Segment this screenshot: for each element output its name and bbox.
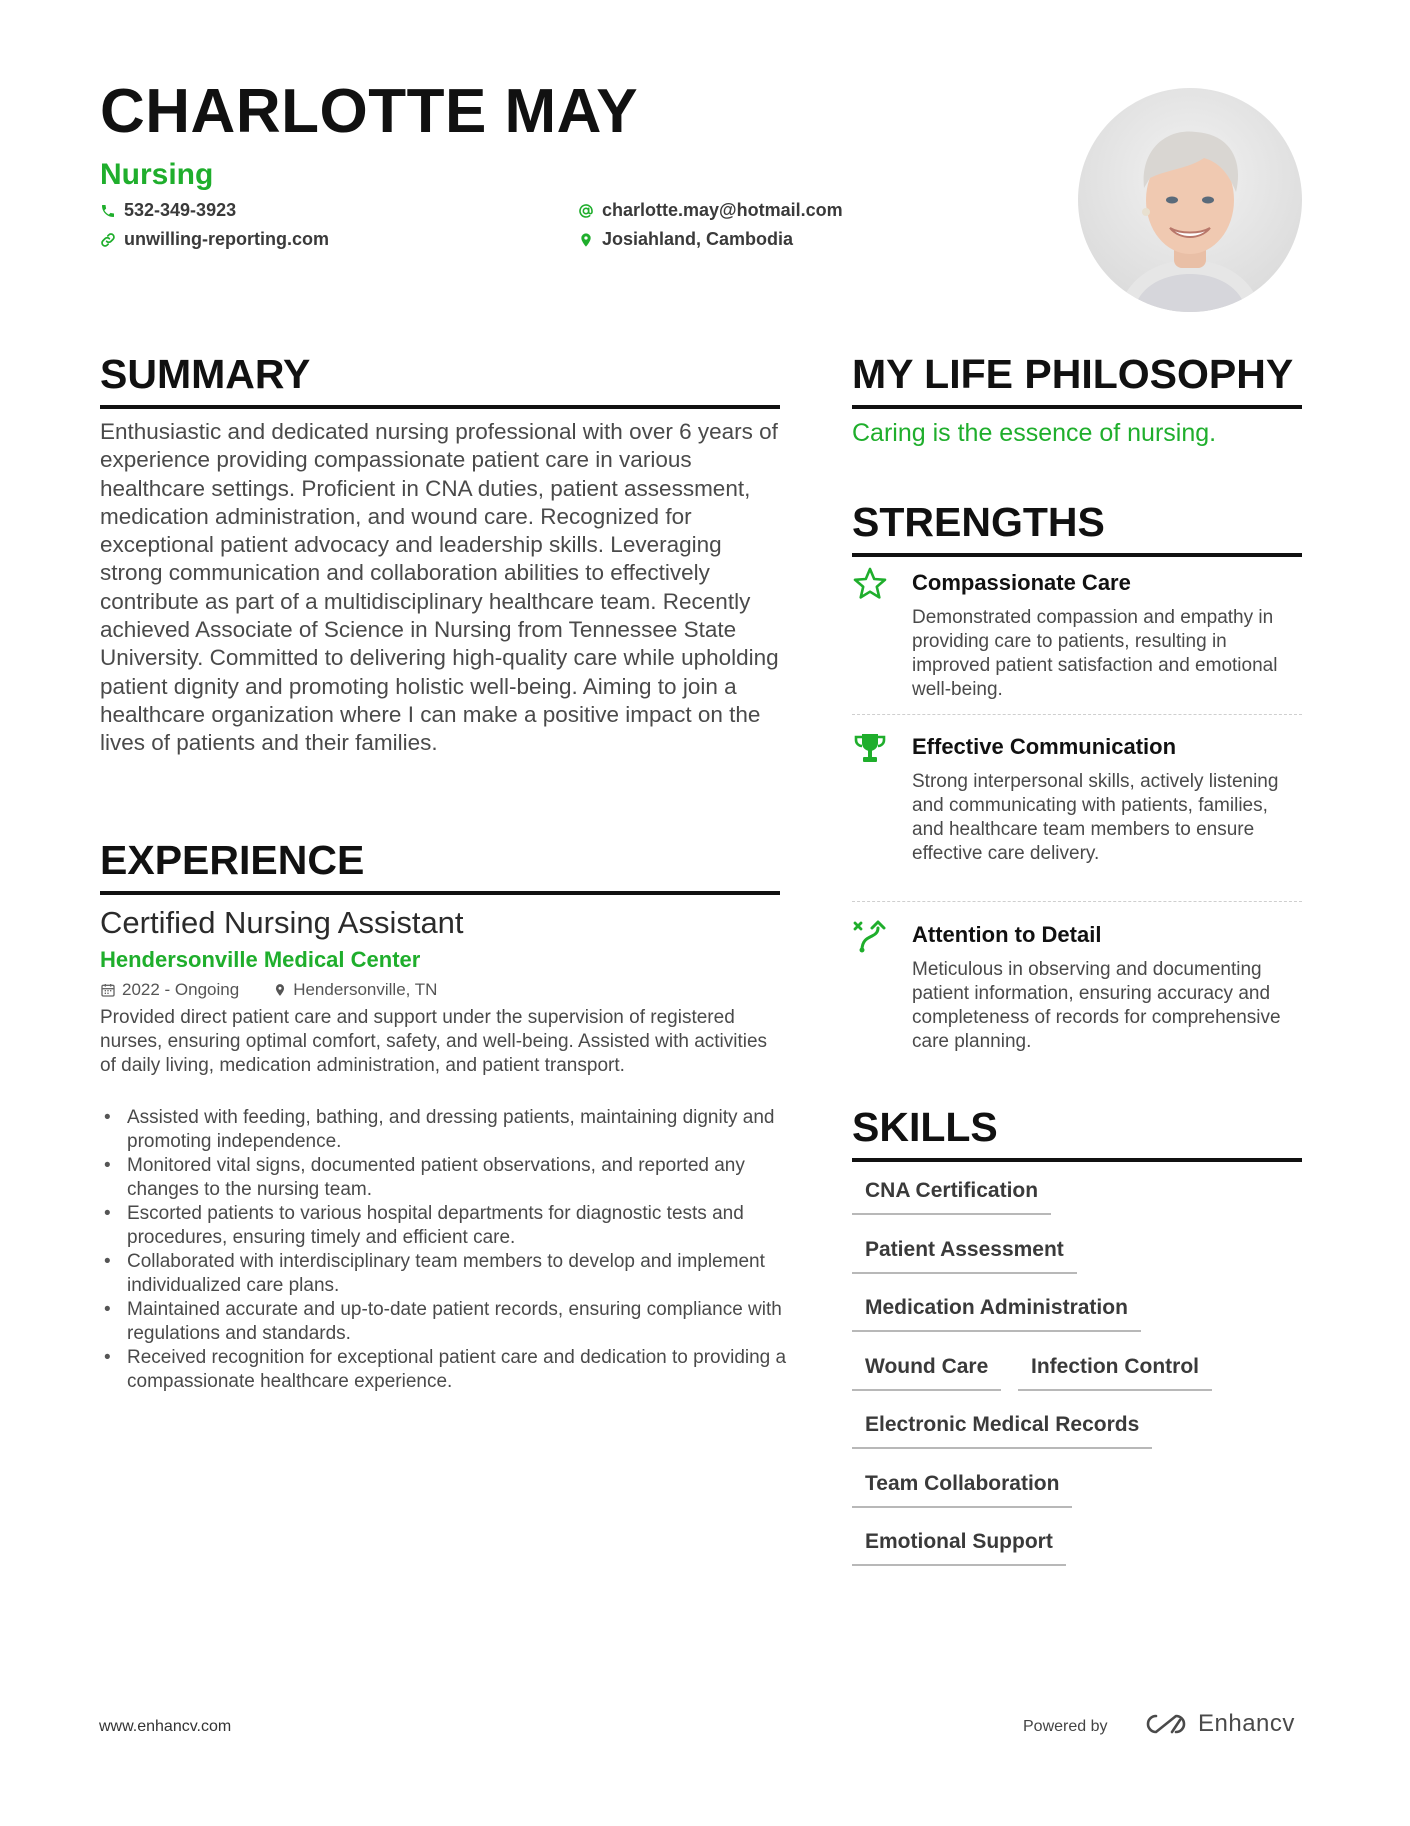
summary-text: Enthusiastic and dedicated nursing professional with over 6 years of experience providing compassionate patient care in various healthcare settings. Proficient in CNA duties, patient assessment, medication administration, and wound care. Recognized for exceptional patient advocacy and leadership skills. Leveraging strong communication and collaboration abilities to effectively contribute as part of a multidisciplinary healthcare team. Recently achieved Associate of Science in Nursing from Tennessee State University. Committed to delivering high-quality care while upholding patient dignity and promoting holistic well-being. Aiming to join a healthcare organization where I can make a positive impact on the lives of patients and their families.: [100, 419, 779, 756]
link-icon: [100, 232, 116, 248]
location-pin-icon: [273, 982, 287, 998]
footer-powered-by: Powered by: [1023, 1718, 1108, 1735]
list-item: • Collaborated with interdisciplinary team members to develop and implement individualized care plans.: [100, 1250, 790, 1298]
philosophy-quote: Caring is the essence of nursing.: [852, 419, 1217, 447]
footer-website[interactable]: www.enhancv.com: [99, 1718, 232, 1735]
location-text: Josiahland, Cambodia: [602, 229, 794, 249]
at-icon: [578, 203, 594, 219]
contact-email[interactable]: [578, 200, 843, 221]
list-item: • Maintained accurate and up-to-date patient records, ensuring compliance with regulations and standards.: [100, 1298, 790, 1346]
skill-tag: Emotional Support: [852, 1530, 1066, 1566]
email-text[interactable]: charlotte.may@hotmail.com: [602, 200, 843, 220]
phone-icon: [100, 203, 116, 219]
skill-tag: Infection Control: [1018, 1355, 1212, 1391]
phone-text: 532-349-3923: [124, 200, 237, 220]
job-company: Hendersonville Medical Center: [100, 947, 421, 972]
job-dates: 2022 - Ongoing: [122, 980, 240, 999]
job-title: Certified Nursing Assistant: [100, 905, 464, 940]
strength-desc: Strong interpersonal skills, actively listening and communicating with patients, families, and healthcare team members to ensure effective care delivery.: [912, 771, 1279, 864]
skill-tag: CNA Certification: [852, 1179, 1051, 1215]
candidate-role: Nursing: [100, 158, 214, 191]
candidate-name: CHARLOTTE MAY: [100, 77, 639, 146]
skill-tag: Medication Administration: [852, 1296, 1141, 1332]
divider: [852, 714, 1302, 715]
job-bullets: [100, 1106, 790, 1394]
contact-website[interactable]: [100, 229, 329, 250]
divider: [852, 901, 1302, 902]
calendar-icon: [100, 982, 116, 998]
website-text[interactable]: unwilling-reporting.com: [124, 229, 329, 249]
strength-title: Compassionate Care: [912, 570, 1131, 595]
philosophy-heading: MY LIFE PHILOSOPHY: [852, 354, 1302, 409]
skill-tag: Patient Assessment: [852, 1238, 1077, 1274]
job-meta: [100, 980, 437, 1000]
star-icon: [852, 566, 888, 602]
strengths-heading: STRENGTHS: [852, 502, 1302, 557]
strength-desc: Demonstrated compassion and empathy in providing care to patients, resulting in improved patient satisfaction and emotional well-being.: [912, 607, 1278, 700]
route-icon: [852, 918, 888, 954]
strength-title: Effective Communication: [912, 734, 1177, 759]
location-pin-icon: [578, 232, 594, 248]
enhancv-logo-icon: [1142, 1710, 1190, 1738]
trophy-icon: [852, 730, 888, 766]
footer-brand-name: Enhancv: [1198, 1710, 1295, 1737]
skill-tag: Electronic Medical Records: [852, 1413, 1152, 1449]
skills-heading: SKILLS: [852, 1107, 1302, 1162]
footer-brand[interactable]: [1142, 1710, 1295, 1738]
job-location: Hendersonville, TN: [293, 980, 438, 999]
job-description: Provided direct patient care and support under the supervision of registered nurses, ensuring optimal comfort, safety, and well-being. Assisted with activities of daily living, medication administration, and patient transport.: [100, 1007, 768, 1076]
skill-tag: Wound Care: [852, 1355, 1001, 1391]
summary-heading: SUMMARY: [100, 354, 780, 409]
strength-desc: Meticulous in observing and documenting patient information, ensuring accuracy and completeness of records for comprehensive care planning.: [912, 959, 1281, 1052]
list-item: • Received recognition for exceptional patient care and dedication to providing a compassionate healthcare experience.: [100, 1346, 790, 1394]
contact-location: [578, 229, 793, 250]
profile-photo: [1078, 88, 1302, 312]
list-item: • Assisted with feeding, bathing, and dressing patients, maintaining dignity and promoting independence.: [100, 1106, 790, 1154]
list-item: • Monitored vital signs, documented patient observations, and reported any changes to the nursing team.: [100, 1154, 790, 1202]
skill-tag: Team Collaboration: [852, 1472, 1072, 1508]
list-item: • Escorted patients to various hospital departments for diagnostic tests and procedures, ensuring timely and efficient care.: [100, 1202, 790, 1250]
strength-title: Attention to Detail: [912, 922, 1102, 947]
contact-phone: [100, 200, 236, 221]
experience-heading: EXPERIENCE: [100, 840, 780, 895]
